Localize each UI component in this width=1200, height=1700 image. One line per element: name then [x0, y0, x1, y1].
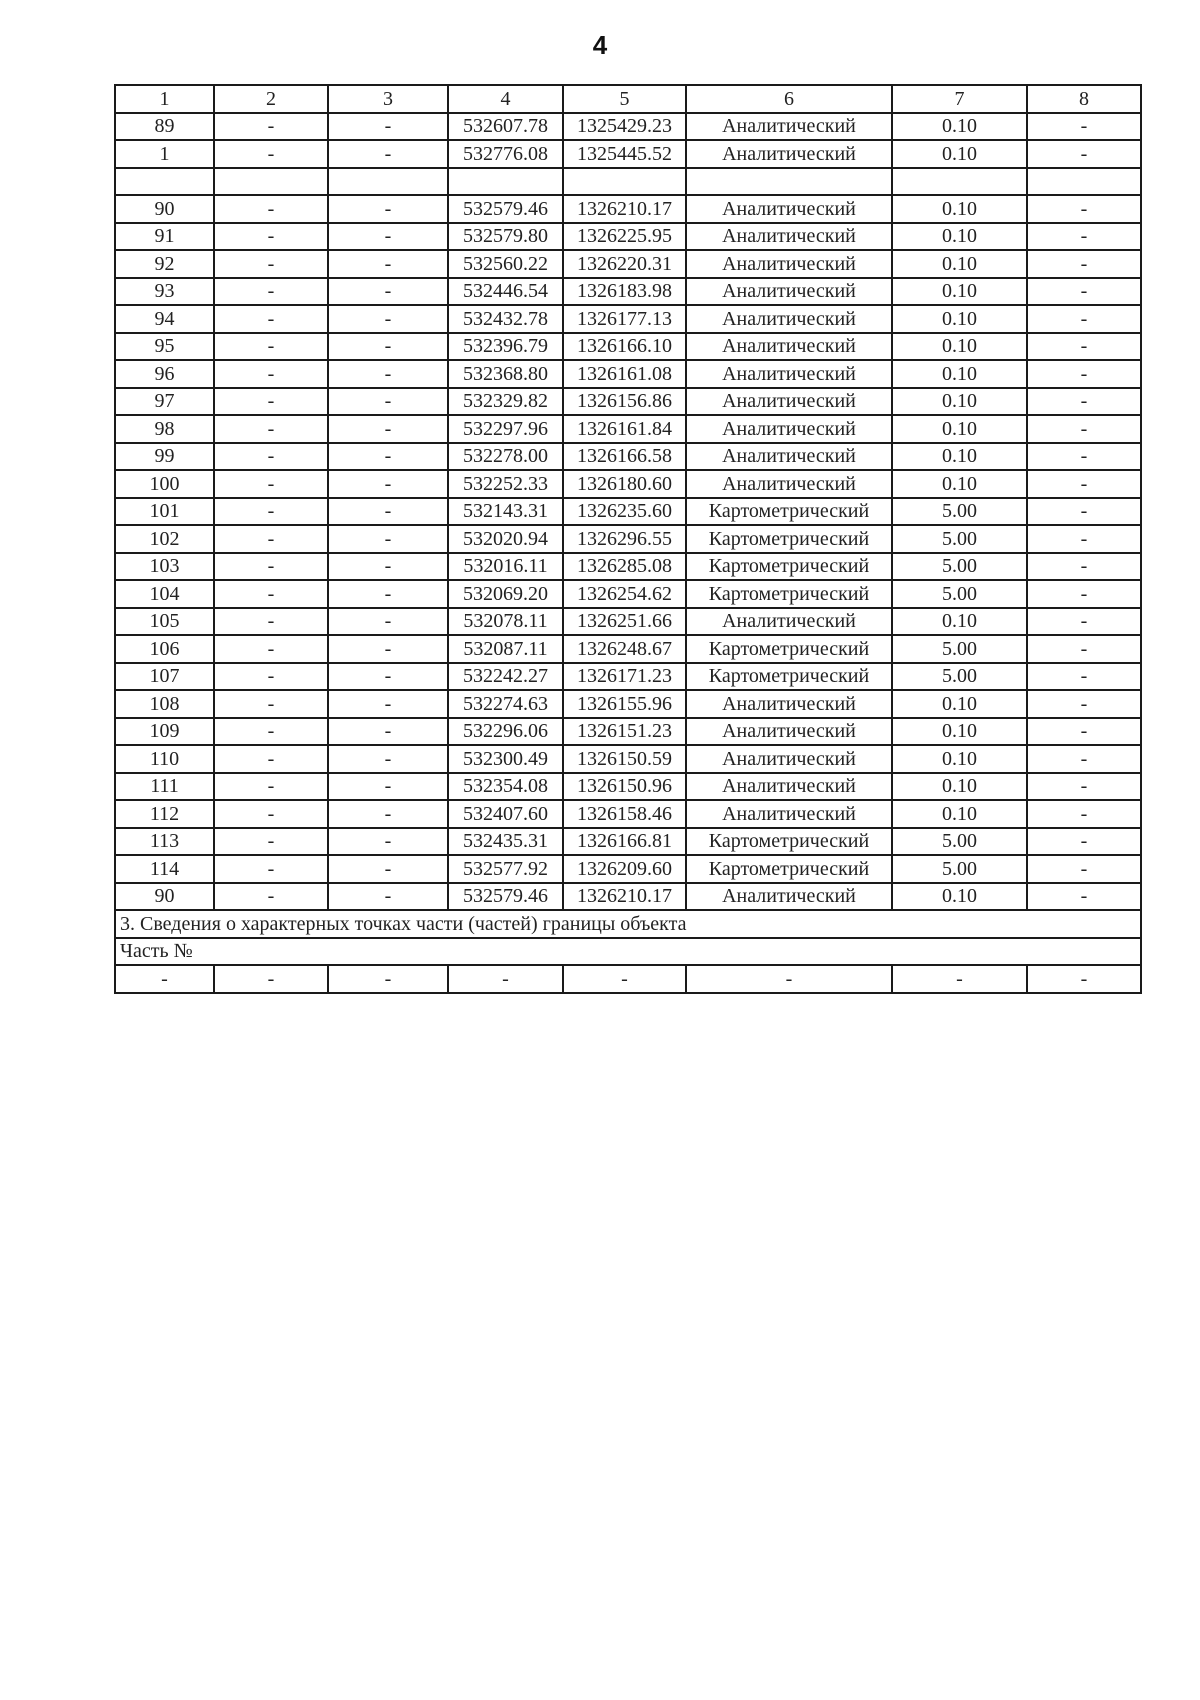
table-cell: 532278.00 — [448, 443, 563, 471]
table-cell: - — [892, 965, 1027, 993]
table-cell: - — [214, 278, 328, 306]
table-cell: - — [328, 800, 448, 828]
table-cell: - — [1027, 195, 1141, 223]
table-cell: - — [328, 828, 448, 856]
table-cell: 0.10 — [892, 718, 1027, 746]
table-cell: - — [1027, 690, 1141, 718]
table-cell: 532577.92 — [448, 855, 563, 883]
table-cell: 5.00 — [892, 663, 1027, 691]
table-cell: - — [214, 828, 328, 856]
column-header: 3 — [328, 85, 448, 113]
table-cell: 532016.11 — [448, 553, 563, 581]
table-body — [115, 113, 1141, 911]
table-cell: - — [328, 360, 448, 388]
table-cell — [686, 168, 892, 196]
table-cell: Аналитический — [686, 388, 892, 416]
table-cell: 0.10 — [892, 690, 1027, 718]
table-cell: Картометрический — [686, 525, 892, 553]
table-cell: 532143.31 — [448, 498, 563, 526]
table-cell: 108 — [115, 690, 214, 718]
table-cell: 532432.78 — [448, 305, 563, 333]
table-cell: 106 — [115, 635, 214, 663]
table-cell: 114 — [115, 855, 214, 883]
table-cell: Аналитический — [686, 360, 892, 388]
table-cell: - — [214, 883, 328, 911]
table-cell: Аналитический — [686, 195, 892, 223]
table-cell: 110 — [115, 745, 214, 773]
table-cell: Картометрический — [686, 663, 892, 691]
table-cell: 532396.79 — [448, 333, 563, 361]
table-cell: Аналитический — [686, 278, 892, 306]
table-cell: Картометрический — [686, 553, 892, 581]
table-cell: 0.10 — [892, 333, 1027, 361]
table-cell: 96 — [115, 360, 214, 388]
table-cell: - — [328, 140, 448, 168]
table-cell: 105 — [115, 608, 214, 636]
table-cell: 5.00 — [892, 553, 1027, 581]
table-cell: 532329.82 — [448, 388, 563, 416]
table-cell: - — [214, 223, 328, 251]
table-cell: 0.10 — [892, 223, 1027, 251]
table-cell: - — [686, 965, 892, 993]
table-cell: 532407.60 — [448, 800, 563, 828]
table-row — [115, 635, 1141, 663]
table-cell: Картометрический — [686, 855, 892, 883]
table-cell: - — [214, 250, 328, 278]
table-cell: 5.00 — [892, 855, 1027, 883]
table-cell: 1326177.13 — [563, 305, 686, 333]
table-cell: 113 — [115, 828, 214, 856]
table-cell: Аналитический — [686, 333, 892, 361]
table-row — [115, 360, 1141, 388]
table-cell: Аналитический — [686, 250, 892, 278]
table-cell: - — [1027, 525, 1141, 553]
table-cell — [1027, 168, 1141, 196]
table-cell: - — [1027, 718, 1141, 746]
table-cell: - — [1027, 140, 1141, 168]
table-cell: 1326180.60 — [563, 470, 686, 498]
table-cell: 532435.31 — [448, 828, 563, 856]
table-cell: 0.10 — [892, 745, 1027, 773]
table-cell: 90 — [115, 883, 214, 911]
table-cell: Аналитический — [686, 718, 892, 746]
table-cell: 0.10 — [892, 195, 1027, 223]
table-cell: - — [214, 470, 328, 498]
table-row — [115, 415, 1141, 443]
table-cell: 532354.08 — [448, 773, 563, 801]
table-cell: - — [1027, 443, 1141, 471]
table-cell — [448, 168, 563, 196]
table-cell: - — [214, 113, 328, 141]
table-cell: - — [115, 965, 214, 993]
table-row — [115, 855, 1141, 883]
table-cell — [214, 168, 328, 196]
table-cell: - — [1027, 278, 1141, 306]
table-cell: - — [328, 773, 448, 801]
table-cell: - — [1027, 470, 1141, 498]
table-cell: - — [1027, 553, 1141, 581]
table-cell: - — [214, 580, 328, 608]
table-cell: 5.00 — [892, 498, 1027, 526]
part-label: Часть № — [115, 938, 1141, 966]
table-cell: 532446.54 — [448, 278, 563, 306]
table-cell: - — [214, 965, 328, 993]
table-cell: - — [214, 663, 328, 691]
table-cell: - — [1027, 965, 1141, 993]
table-cell: 1326166.81 — [563, 828, 686, 856]
table-row — [115, 745, 1141, 773]
table-cell: 89 — [115, 113, 214, 141]
table-cell: 1326235.60 — [563, 498, 686, 526]
table-cell — [115, 168, 214, 196]
table-cell: - — [214, 635, 328, 663]
table-cell: 1326210.17 — [563, 883, 686, 911]
table-cell: - — [214, 195, 328, 223]
table-cell: - — [328, 470, 448, 498]
table-cell: 98 — [115, 415, 214, 443]
table-row — [115, 608, 1141, 636]
table-cell: 1326285.08 — [563, 553, 686, 581]
table-cell: 0.10 — [892, 470, 1027, 498]
table-cell: 532297.96 — [448, 415, 563, 443]
table-row — [115, 580, 1141, 608]
table-row — [115, 690, 1141, 718]
table-row — [115, 663, 1141, 691]
table-row — [115, 250, 1141, 278]
table-row — [115, 883, 1141, 911]
table-cell: - — [214, 855, 328, 883]
table-cell — [892, 168, 1027, 196]
table-cell: - — [1027, 773, 1141, 801]
table-cell: Аналитический — [686, 773, 892, 801]
table-cell: - — [214, 415, 328, 443]
table-cell: - — [214, 718, 328, 746]
table-cell: - — [328, 113, 448, 141]
column-header: 6 — [686, 85, 892, 113]
table-cell: - — [1027, 635, 1141, 663]
table-cell: 1326156.86 — [563, 388, 686, 416]
table-cell: 1326220.31 — [563, 250, 686, 278]
table-cell: 92 — [115, 250, 214, 278]
table-row — [115, 305, 1141, 333]
table-row — [115, 223, 1141, 251]
table-cell: - — [214, 305, 328, 333]
table-cell: 1326166.10 — [563, 333, 686, 361]
table-cell: 0.10 — [892, 883, 1027, 911]
table-cell: 0.10 — [892, 140, 1027, 168]
section-title-row — [115, 910, 1141, 938]
table-cell: 1326151.23 — [563, 718, 686, 746]
table-cell: 100 — [115, 470, 214, 498]
table-cell: - — [328, 855, 448, 883]
column-header: 7 — [892, 85, 1027, 113]
table-cell: - — [214, 333, 328, 361]
table-row — [115, 470, 1141, 498]
table-cell: - — [328, 498, 448, 526]
table-cell: 0.10 — [892, 608, 1027, 636]
table-cell: - — [328, 580, 448, 608]
table-cell: - — [214, 745, 328, 773]
table-cell: - — [563, 965, 686, 993]
table-cell: 532579.46 — [448, 195, 563, 223]
table-cell: 532274.63 — [448, 690, 563, 718]
table-cell: 1326161.08 — [563, 360, 686, 388]
table-cell: 0.10 — [892, 388, 1027, 416]
table-cell: 0.10 — [892, 305, 1027, 333]
table-cell: - — [214, 498, 328, 526]
table-cell: Картометрический — [686, 498, 892, 526]
table-cell: 101 — [115, 498, 214, 526]
table-cell: 532078.11 — [448, 608, 563, 636]
table-cell: 532579.46 — [448, 883, 563, 911]
table-cell: - — [214, 443, 328, 471]
table-cell: 104 — [115, 580, 214, 608]
table-cell: - — [1027, 333, 1141, 361]
column-header: 5 — [563, 85, 686, 113]
table-cell: - — [1027, 745, 1141, 773]
table-row — [115, 828, 1141, 856]
table-cell: 0.10 — [892, 360, 1027, 388]
table-cell: 1 — [115, 140, 214, 168]
table-cell: 111 — [115, 773, 214, 801]
table-cell: - — [328, 608, 448, 636]
table-cell: - — [214, 140, 328, 168]
table-cell: 1326296.55 — [563, 525, 686, 553]
table-row — [115, 443, 1141, 471]
table-cell: - — [214, 773, 328, 801]
table-cell: - — [1027, 113, 1141, 141]
table-cell: - — [328, 553, 448, 581]
table-cell: 109 — [115, 718, 214, 746]
table-cell: - — [328, 278, 448, 306]
table-cell: - — [1027, 663, 1141, 691]
part-label-row — [115, 938, 1141, 966]
table-cell: Аналитический — [686, 690, 892, 718]
table-cell: - — [328, 415, 448, 443]
part-row — [115, 965, 1141, 993]
table-cell: - — [328, 305, 448, 333]
table-cell: 1326150.59 — [563, 745, 686, 773]
column-header: 1 — [115, 85, 214, 113]
table-row — [115, 553, 1141, 581]
table-cell: 1326166.58 — [563, 443, 686, 471]
table-cell: - — [328, 745, 448, 773]
table-header-row — [115, 85, 1141, 113]
table-cell: 532579.80 — [448, 223, 563, 251]
table-cell: 0.10 — [892, 113, 1027, 141]
table-cell: 1326248.67 — [563, 635, 686, 663]
table-cell: - — [1027, 250, 1141, 278]
table-row — [115, 278, 1141, 306]
table-row — [115, 388, 1141, 416]
table-cell: 103 — [115, 553, 214, 581]
table-cell: Аналитический — [686, 305, 892, 333]
table-cell: 0.10 — [892, 800, 1027, 828]
column-header: 2 — [214, 85, 328, 113]
table-cell: 1326254.62 — [563, 580, 686, 608]
column-header: 8 — [1027, 85, 1141, 113]
table-cell: - — [214, 553, 328, 581]
table-cell: 532242.27 — [448, 663, 563, 691]
table-cell: Аналитический — [686, 745, 892, 773]
table-cell: 93 — [115, 278, 214, 306]
table-cell: 532560.22 — [448, 250, 563, 278]
table-cell: 1326150.96 — [563, 773, 686, 801]
table-cell: - — [448, 965, 563, 993]
table-cell: - — [328, 333, 448, 361]
table-cell: 532368.80 — [448, 360, 563, 388]
table-cell: - — [1027, 828, 1141, 856]
table-cell: Аналитический — [686, 883, 892, 911]
table-cell: - — [1027, 855, 1141, 883]
table-cell: 0.10 — [892, 415, 1027, 443]
table-cell: 0.10 — [892, 773, 1027, 801]
table-cell: - — [1027, 800, 1141, 828]
table-row — [115, 773, 1141, 801]
table-cell: 102 — [115, 525, 214, 553]
table-cell: Аналитический — [686, 113, 892, 141]
table-cell: - — [328, 525, 448, 553]
table-row — [115, 195, 1141, 223]
table-cell: - — [1027, 608, 1141, 636]
table-cell: Аналитический — [686, 470, 892, 498]
table-cell: - — [214, 800, 328, 828]
table-cell: - — [328, 223, 448, 251]
table-cell: Аналитический — [686, 140, 892, 168]
table-cell: 1326225.95 — [563, 223, 686, 251]
table-cell: 91 — [115, 223, 214, 251]
table-cell: 532252.33 — [448, 470, 563, 498]
table-cell: 95 — [115, 333, 214, 361]
table-cell: - — [328, 388, 448, 416]
table-cell: - — [214, 360, 328, 388]
column-header: 4 — [448, 85, 563, 113]
table-cell: 5.00 — [892, 580, 1027, 608]
table-cell — [563, 168, 686, 196]
table-cell: - — [214, 525, 328, 553]
table-cell: - — [328, 195, 448, 223]
table-cell: Картометрический — [686, 828, 892, 856]
table-cell: 5.00 — [892, 828, 1027, 856]
table-cell: 0.10 — [892, 250, 1027, 278]
table-cell — [328, 168, 448, 196]
table-cell: 532069.20 — [448, 580, 563, 608]
table-cell: 1326209.60 — [563, 855, 686, 883]
table-cell: Аналитический — [686, 608, 892, 636]
table-cell: 5.00 — [892, 525, 1027, 553]
table-cell: - — [328, 250, 448, 278]
table-row — [115, 168, 1141, 196]
table-cell: 1326158.46 — [563, 800, 686, 828]
table-cell: - — [214, 690, 328, 718]
table-cell: 532020.94 — [448, 525, 563, 553]
page-number: 4 — [592, 30, 608, 60]
table-cell: - — [1027, 415, 1141, 443]
table-cell: 1326210.17 — [563, 195, 686, 223]
table-cell: 1326251.66 — [563, 608, 686, 636]
table-cell: 532296.06 — [448, 718, 563, 746]
table-cell: 1326183.98 — [563, 278, 686, 306]
table-row — [115, 333, 1141, 361]
table-cell: 532300.49 — [448, 745, 563, 773]
table-row — [115, 525, 1141, 553]
table-cell: - — [328, 718, 448, 746]
table-cell: - — [1027, 498, 1141, 526]
table-cell: 532607.78 — [448, 113, 563, 141]
section-title: 3. Сведения о характерных точках части (частей) границы объекта — [115, 910, 1141, 938]
table-row — [115, 718, 1141, 746]
table-cell: 1325429.23 — [563, 113, 686, 141]
table-cell: - — [214, 388, 328, 416]
table-cell: Картометрический — [686, 635, 892, 663]
table-cell: - — [214, 608, 328, 636]
table-cell: 99 — [115, 443, 214, 471]
table-cell: - — [1027, 360, 1141, 388]
table-cell: Картометрический — [686, 580, 892, 608]
table-cell: - — [328, 883, 448, 911]
table-cell: 107 — [115, 663, 214, 691]
table-cell: 97 — [115, 388, 214, 416]
table-cell: 532776.08 — [448, 140, 563, 168]
coordinates-table — [114, 84, 1142, 994]
table-cell: - — [328, 443, 448, 471]
table-row — [115, 800, 1141, 828]
table-cell: 0.10 — [892, 443, 1027, 471]
table-cell: - — [328, 690, 448, 718]
table-cell: 112 — [115, 800, 214, 828]
table-cell: 94 — [115, 305, 214, 333]
table-cell: - — [1027, 883, 1141, 911]
table-cell: Аналитический — [686, 415, 892, 443]
table-cell: 5.00 — [892, 635, 1027, 663]
table-cell: 1325445.52 — [563, 140, 686, 168]
table-cell: - — [328, 965, 448, 993]
table-cell: 1326171.23 — [563, 663, 686, 691]
table-cell: - — [1027, 580, 1141, 608]
table-row — [115, 113, 1141, 141]
table-cell: - — [328, 663, 448, 691]
table-cell: - — [1027, 223, 1141, 251]
table-cell: Аналитический — [686, 223, 892, 251]
table-cell: Аналитический — [686, 443, 892, 471]
table-cell: 0.10 — [892, 278, 1027, 306]
table-cell: 1326161.84 — [563, 415, 686, 443]
table-cell: 90 — [115, 195, 214, 223]
table-row — [115, 140, 1141, 168]
table-cell: - — [328, 635, 448, 663]
table-cell: - — [1027, 305, 1141, 333]
table-cell: 532087.11 — [448, 635, 563, 663]
table-row — [115, 498, 1141, 526]
table-cell: 1326155.96 — [563, 690, 686, 718]
table-cell: Аналитический — [686, 800, 892, 828]
table-cell: - — [1027, 388, 1141, 416]
